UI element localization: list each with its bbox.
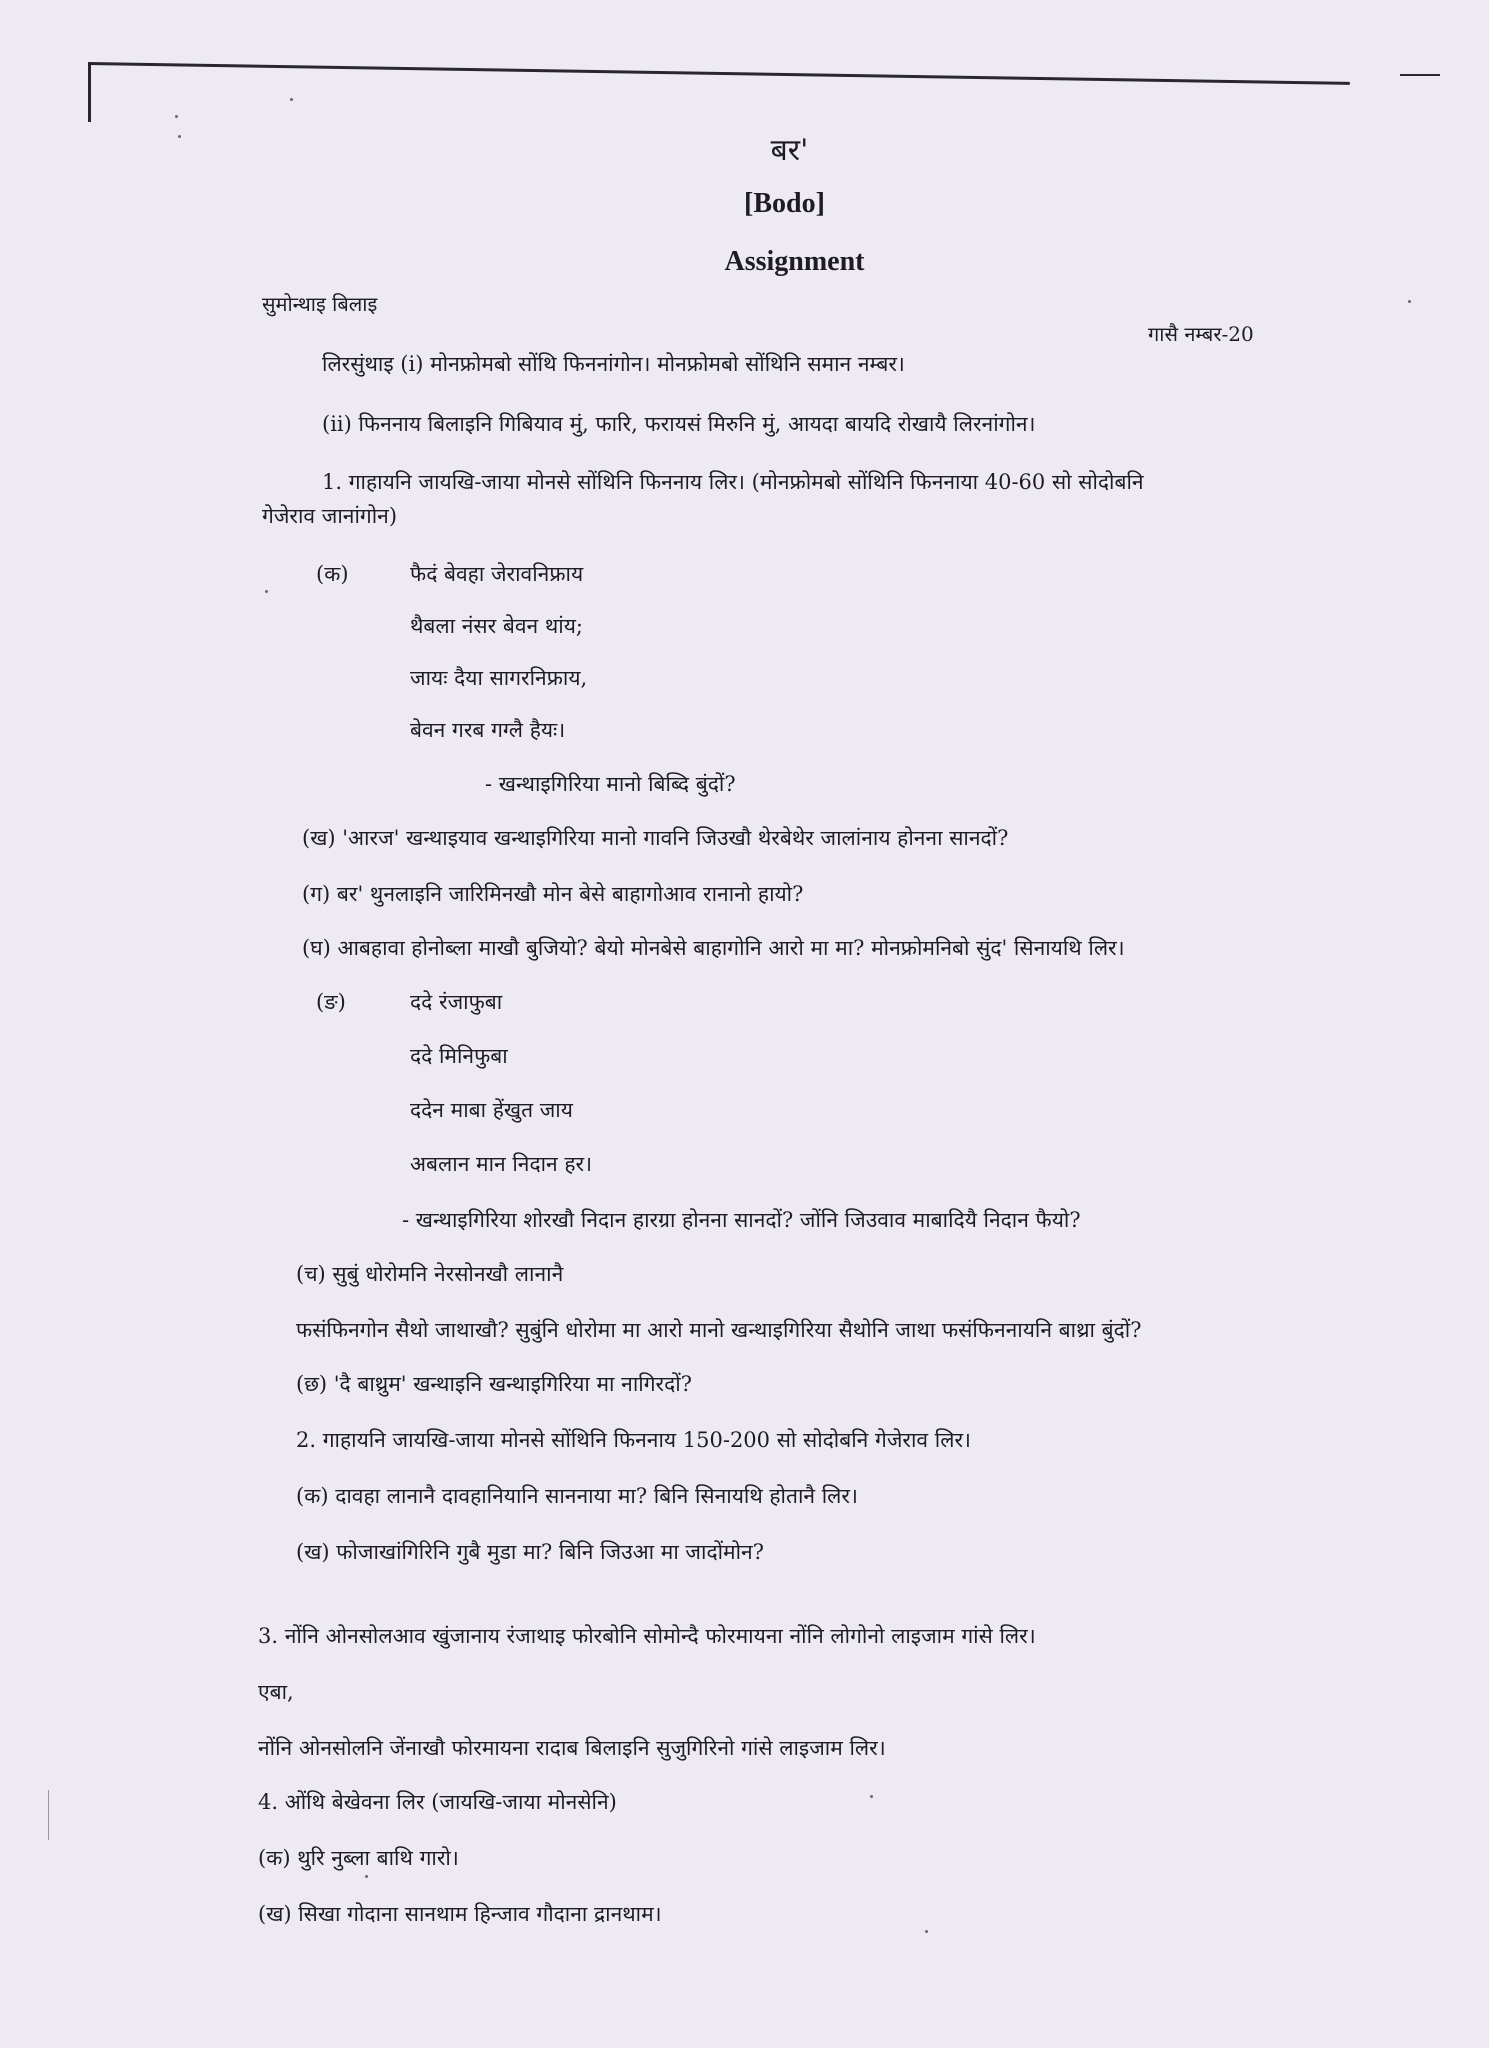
q1-ga: (ग) बर' थुनलाइनि जारिमिनखौ मोन बेसे बाहागोआव रानानो हायो? [302,882,804,906]
q4-intro: 4. ओंथि बेखेवना लिर (जायखि-जाया मोनसेनि) [258,1790,617,1814]
instruction-1: लिरसुंथाइ (i) मोनफ्रोमबो सोंथि फिननांगोन। मोनफ्रोमबो सोंथिनि समान नम्बर। [322,352,905,376]
page-border-right-mark [1400,74,1440,76]
scan-speck [925,1930,928,1933]
q1-nga-verse-line: ददेन माबा हेंखुत जाय [410,1098,573,1122]
q1-kha: (ख) 'आरज' खन्थाइयाव खन्थाइगिरिया मानो गावनि जिउखौ थेरबेथेर जालांनाय होनना सानदों? [302,826,1009,850]
q1-ka-verse-line: थैबला नंसर बेवन थांय; [410,614,583,638]
q1-ka-label: (क) [316,562,349,586]
heading-assignment: Assignment [724,246,865,277]
q1-ka-verse-line: फैदं बेवहा जेरावनिफ्राय [410,562,584,586]
q4-kha: (ख) सिखा गोदाना सानथाम हिन्जाव गौदाना द्रानथाम। [258,1902,662,1926]
q1-nga-label: (ङ) [316,990,346,1014]
heading-language-english: [Bodo] [744,188,825,219]
q1-nga-question: - खन्थाइगिरिया शोरखौ निदान हारग्रा होनना सानदों? जोंनि जिउवाव माबादियै निदान फैयो? [402,1208,1081,1232]
q1-nga-verse-line: ददे रंजाफुबा [410,990,503,1014]
q1-nga-verse-line: अबलान मान निदान हर। [410,1152,593,1176]
q3-line-2: नोंनि ओनसोलनि जेंनाखौ फोरमायना रादाब बिलाइनि सुजुगिरिनो गांसे लाइजाम लिर। [258,1736,886,1760]
scan-speck [870,1795,873,1798]
heading-language-native: बर' [770,133,809,168]
q1-chha: (छ) 'दै बाथ्रुम' खन्थाइनि खन्थाइगिरिया मा नागिरदों? [296,1372,692,1396]
q1-cha-cont: फसंफिनगोन सैथो जाथाखौ? सुबुंनि धोरोमा मा आरो मानो खन्थाइगिरिया सैथोनि जाथा फसंफिननायनि बाथ्रा बुंदों? [296,1318,1142,1342]
scan-artifact-line [48,1790,49,1840]
q1-nga-verse-line: ददे मिनिफुबा [410,1044,508,1068]
q3-or: एबा, [258,1680,294,1704]
total-marks: गासै नम्बर-20 [1148,322,1254,346]
scan-speck [290,98,293,101]
page-border-left [88,62,91,122]
instruction-2: (ii) फिननाय बिलाइनि गिबियाव मुं, फारि, फरायसं मिरुनि मुं, आयदा बायदि रोखायै लिरनांगोन। [322,412,1036,436]
scan-speck [175,115,178,118]
q2-intro: 2. गाहायनि जायखि-जाया मोनसे सोंथिनि फिननाय 150-200 सो सोदोबनि गेजेराव लिर। [296,1428,972,1452]
q2-kha: (ख) फोजाखांगिरिनि गुबै मुडा मा? बिनि जिउआ मा जादोंमोन? [296,1540,764,1564]
scan-speck [265,590,268,593]
q1-ka-verse-line: बेवन गरब गग्लै हैयः। [410,718,566,742]
q3-line-1: 3. नोंनि ओनसोलआव खुंजानाय रंजाथाइ फोरबोनि सोमोन्दै फोरमायना नोंनि लोगोनो लाइजाम गांसे लिर। [258,1624,1036,1648]
scan-speck [1408,300,1411,303]
q4-ka: (क) थुरि नुब्ला बाथि गारो। [258,1846,459,1870]
q1-ka-question: - खन्थाइगिरिया मानो बिब्दि बुंदों? [485,772,736,796]
q1-intro: 1. गाहायनि जायखि-जाया मोनसे सोंथिनि फिननाय लिर। (मोनफ्रोमबो सोंथिनि फिननाया 40-60 सो सोदोबनि [322,470,1144,494]
q1-ka-verse-line: जायः दैया सागरनिफ्राय, [410,666,588,690]
q1-gha: (घ) आबहावा होनोब्ला माखौ बुजियो? बेयो मोनबेसे बाहागोनि आरो मा मा? मोनफ्रोमनिबो सुंद' सिनायथि लिर। [302,936,1125,960]
q1-intro-cont: गेजेराव जानांगोन) [262,504,398,528]
page-border-top [88,62,1350,85]
course-label: सुमोन्थाइ बिलाइ [262,292,378,316]
q2-ka: (क) दावहा लानानै दावहानियानि साननाया मा? बिनि सिनायथि होतानै लिर। [296,1484,858,1508]
q1-cha: (च) सुबुं धोरोमनि नेरसोनखौ लानानै [296,1262,564,1286]
scan-speck [365,1875,368,1878]
